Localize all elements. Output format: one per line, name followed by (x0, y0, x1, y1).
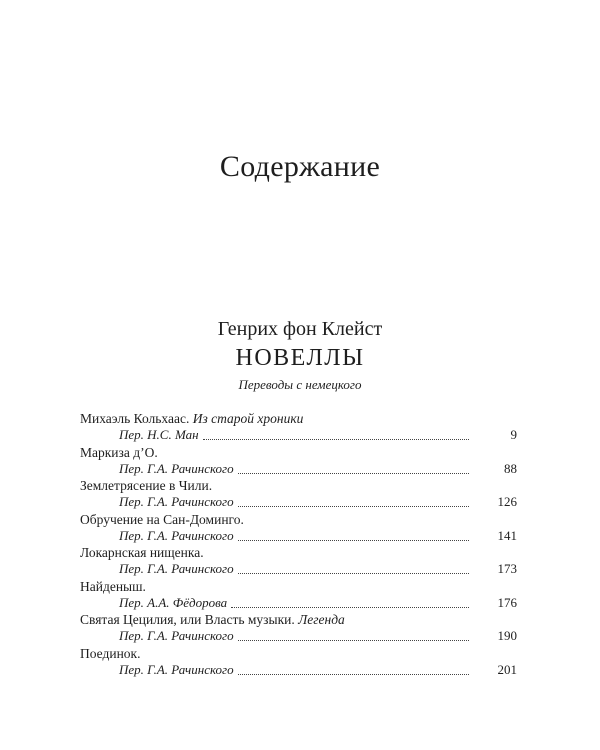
entry-title: Святая Цецилия, или Власть музыки. Легенда (80, 612, 345, 627)
entry-translator: Пер. Г.А. Рачинского (119, 527, 234, 543)
toc-entry (80, 411, 517, 445)
table-of-contents (80, 411, 517, 679)
toc-entry (80, 445, 517, 479)
entry-title: Маркиза д’О. (80, 444, 158, 460)
entry-title: Обручение на Сан-Доминго. (80, 511, 244, 527)
entry-translator: Пер. Г.А. Рачинского (119, 628, 234, 643)
dot-leader (238, 573, 469, 574)
dot-leader (238, 640, 469, 641)
entry-line (80, 461, 517, 477)
dot-leader (238, 506, 469, 507)
entry-page-number: 141 (497, 527, 517, 543)
toc-entry (80, 646, 517, 680)
entry-page-number: 9 (510, 427, 517, 442)
entry-page-number: 126 (497, 494, 517, 509)
entry-title: Поединок. (80, 645, 141, 661)
entry-translator: Пер. Г.А. Рачинского (119, 460, 234, 476)
author-name: Генрих фон Клейст (217, 318, 383, 340)
toc-entry (80, 579, 517, 613)
entry-title-italic: Легенда (298, 612, 345, 627)
entry-page-number: 88 (504, 460, 517, 476)
entry-line (80, 427, 517, 443)
dot-leader (238, 540, 469, 541)
toc-entry (80, 612, 517, 646)
entry-title: Найденыш. (80, 578, 146, 594)
entry-page-number: 190 (497, 628, 517, 643)
dot-leader (238, 674, 469, 675)
entry-line (80, 595, 517, 611)
book-title: НОВЕЛЛЫ (235, 345, 365, 371)
entry-title-italic: Из старой хроники (192, 411, 304, 426)
contents-heading: Содержание (219, 150, 381, 183)
dot-leader (231, 607, 469, 608)
entry-title: Землетрясение в Чили. (80, 478, 213, 493)
entry-page-number: 173 (497, 561, 517, 576)
entry-line (80, 494, 517, 510)
entry-title: Локарнская нищенка. (80, 545, 204, 560)
toc-entry (80, 478, 517, 512)
entry-translator: Пер. Н.С. Ман (119, 427, 199, 442)
entry-line (80, 528, 517, 544)
entry-translator: Пер. А.А. Фёдорова (119, 594, 228, 610)
book-subtitle: Переводы с немецкого (238, 377, 362, 392)
entry-translator: Пер. Г.А. Рачинского (119, 661, 234, 677)
entry-translator: Пер. Г.А. Рачинского (119, 494, 234, 509)
entry-line (80, 662, 517, 678)
entry-title: Михаэль Кольхаас. Из старой хроники (80, 411, 304, 426)
entry-line (80, 561, 517, 577)
dot-leader (203, 439, 469, 440)
entry-page-number: 176 (497, 594, 517, 610)
entry-translator: Пер. Г.А. Рачинского (119, 561, 234, 576)
entry-line (80, 628, 517, 644)
toc-entry (80, 512, 517, 546)
entry-page-number: 201 (497, 661, 517, 677)
dot-leader (238, 473, 469, 474)
toc-entry (80, 545, 517, 579)
